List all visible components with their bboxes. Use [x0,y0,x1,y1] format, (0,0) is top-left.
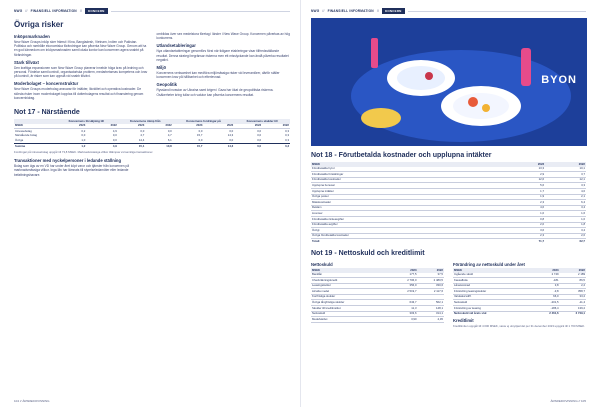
note-17-title: Not 17 - Närstående [14,109,80,117]
note-17-table: Koncernens försäljning till Koncernens inköp från Koncernens fordringar på Koncernens skulder till MSEK 2023 2022 2023 2022 2023 2022 2023 2022 Intressebolag 0,2 4,9 0,0 0,0 0,0 0,0 0,0 0,3 Närstående bolag 0,0 0,0 4,7 4,7 15,7 14,3 0,0 0,3 Övriga 1,0 0,0 14,4 6,1 0,0 0,0 0,0 0,3 Summa 1,2 4,9 15,1 10,8 15,7 14,3 0,0 0,3 [15,118,289,148]
note-17-footnote: Fordringar på intressebolag uppgår till 73,8 MSEK. Marknadsmässiga villkor tillämpas vid samtliga transaktioner. [14,149,154,154]
table-row: Nettoskuld 303,6 314,1 [312,311,443,316]
text-column-1: Inköpsmarknaden New Wave Groups inköp sker främst i Kina, Bangladesh, Vietnam, Indien och Pakistan. Politiska och ramhålle ekonomiska förändringar kan påverka New Wave Group. Genom att ha en god kännedom om inköpsmarknaden samt lokala kontor kan koncernen agera snabbt på förändringar. Stark tillväxt Den kraftiga expansionen som New Wave Group planerar innebär höga krav på ledning och personal. Fördelar samt kontroll, organisatoriska problem, medarbetarnas kompetens och krav på kontroll, är risker som kan uppstå vid snabb tillväxt. Moderbolaget – koncernstruktur New Wave Groups moderbolag ansvarar för intäkter, likviditet och operativa kostnader. De största risker inom moderbolaget kopplas till dotterbolagens resultat och finansiering genom koncernbidrag. [14,34,148,100]
note-18-title: Not 18 - Förutbetalda kostnader och upplupna intäkter [311,152,492,159]
table-row: Förutbetalda hyror 13,3 10,1 [312,166,585,171]
table-row: Mässkostnader 2,3 6,4 [312,199,585,204]
table-row: Reklam 4,6 3,4 [312,205,585,210]
table-row: Likvida medel 2 519,7 2 117,6 [312,288,443,293]
table-row: Förutbetalda försäkringar 2,9 3,7 [312,171,585,176]
net-debt-change-table: MSEK 2023 2022 Ingående skuld 2 749 2 189 Kassaflöde -181 86,5 Lånekostnad 3,8 2,2 Förändring leasingskulder -3,8 358,7 Valutakursdiff. 66,0 33,4 Nettoskuld -201,5 -11,4 Förändring av leasing -186,4 139,2 Nettoskuld vid årets slut 2 461,6 2 749,1 [454,267,585,316]
brand-logo: BYON [541,74,577,86]
text-column-2: ombildas över sex medelstora företag i länder i New Wave Group. Koncernen påverkas av hög konkurrens. Utlandsetableringar Nya utlandsetableringar genomförs först när tidigare etableringar visar tillfredsställande resultat. Denna strategi begränsar riskerna men ett misslyckande kan ändå påverka resultatet negativt. Miljö Koncernens verksamhet kan medföra miljömässiga risker vid leverantörer, därför ställer koncernen krav på hållbarhet och efterlevnad. Geopolitik Ryssland invasion av Ukraina samt krigen i Gaza har ökat de geopolitiska riskerna. Osäkerheter kring tullar och valutor kan påverka koncernens resultat. [156,32,290,97]
table-row: Förutbetalda avgifter 2,0 1,8 [312,222,585,227]
table-row: Övriga 1,0 0,0 14,4 6,1 0,0 0,0 0,0 0,3 [15,138,289,142]
left-header: NWG // FINANSIELL INFORMATION // KONCERN [14,8,290,14]
table-row: Intressebolag 0,2 4,9 0,0 0,0 0,0 0,0 0,0 0,3 [15,128,289,133]
brand: NWG [14,9,23,13]
table-row: Förutbetalda ränteavgifter 0,8 1,0 [312,216,585,221]
net-debt-table: MSEK 2023 2022 Banklån 177,5 37,5 Checkräkningskredit 2 706,0 2 480,5 Leasingskulder 356,0 330,6 Likvida medel 2 519,7 2 117,6 Kortfristiga skulder Övriga långfristiga skulder 643,7 562,1 Skulder till kreditinstitut 11,3 148,1 Nettoskuld 303,6 314,1 Medelvärdet 3,90 4,45 [312,267,443,321]
table-row: Banklån 177,5 37,5 [312,272,443,277]
transactions-section: Transaktioner med nyckelpersoner i ledande ställning Bolag som ägs av en VD har under året köpt varor och tjänster från koncernen på marknadsmässiga villkor. Inga lån har lämnats till styrelseledamöter eller ledande befattningshavare. [14,158,129,177]
table-row: Upplupna bonusar 5,6 3,3 [312,182,585,187]
text-columns [14,32,290,103]
page-footer-left: 104 // ÅRSREDOVISNING [14,399,50,403]
section-chip: KONCERN [85,8,108,14]
table-row: Övriga långfristiga skulder 643,7 562,1 [312,300,443,305]
right-page [300,0,600,407]
note-18-table: MSEK 2023 2022 Förutbetalda hyror 13,3 10,1 Förutbetalda försäkringar 2,9 3,7 Förutbetalda kostnader 12,6 12,1 Upplupna bonusar 5,6 3,3 Upplupna intäkter 1,7 4,0 Övriga poster 1,9 2,1 Mässkostnader 2,3 6,4 Reklam 4,6 3,4 Licenser 1,0 1,6 Förutbetalda ränteavgifter 0,8 1,0 Förutbetalda avgifter 2,0 1,8 Övrigt 3,6 3,4 Övriga förutbetalda kostnader 2,3 2,0 Totalt 71,7 62,7 [312,161,585,243]
table-row: Förändring leasingskulder -3,8 358,7 [454,288,585,293]
table-row: Licenser 1,0 1,6 [312,210,585,215]
table-row: Övrigt 3,6 3,4 [312,227,585,232]
section-name: FINANSIELL INFORMATION [30,9,77,13]
table-row: Nettoskuld -201,5 -11,4 [454,300,585,305]
table-row: Upplupna intäkter 1,7 4,0 [312,188,585,193]
table-row: Medelvärdet 3,90 4,45 [312,316,443,321]
table-row: Förutbetalda kostnader 12,6 12,1 [312,177,585,182]
note-19-columns: Nettoskuld MSEK 2023 2022 Banklån 177,5 37,5 Checkräkningskredit 2 706,0 2 480,5 Leasingskulder 356,0 330,6 Likvida medel 2 519,7 2 117,6 Kortfristiga skulder Övriga långfristiga skulder 643,7 562,1 Skulder till kreditinstitut 11,3 148,1 Nettoskuld 303,6 314,1 Medelvärdet 3,90 4,45 Förändring av nettoskuld under året MSEK 2023 2022 Ingående skuld 2 749 2 189 Kassaflöde -181 86,5 Lånekostnad 3,8 2,2 Förändring leasingskulder -3,8 358,7 Valutakursdiff. 66,0 33,4 Nettoskuld -201,5 -11,4 Förändring av leasing -186,4 139,2 Nettoskuld vid årets slut 2 461,6 2 749,1 Kreditlimit Kreditlimiten uppgår till 4 000 MSEK, varav ej utnyttjad del per 31 december 2023 uppgick till 1 700 MSEK. [311,261,585,329]
note-19-title: Not 19 - Nettoskuld och kreditlimit [311,249,425,257]
table-row: Övriga förutbetalda kostnader 2,3 2,0 [312,233,585,238]
page-footer-right: ÅRSREDOVISNING // 105 [550,399,586,403]
table-row: Summa 1,2 4,9 15,1 10,8 15,7 14,3 0,0 0,3 [15,143,289,148]
table-row: Kassaflöde -181 86,5 [454,277,585,282]
table-row: Kortfristiga skulder [311,294,444,300]
table-row: Checkräkningskredit 2 706,0 2 480,5 [312,277,443,282]
table-row: Övriga poster 1,9 2,1 [312,194,585,199]
table-row: Ingående skuld 2 749 2 189 [454,272,585,277]
table-row: Valutakursdiff. 66,0 33,4 [454,294,585,299]
product-photo [311,18,587,146]
table-row: Skulder till kreditinstitut 11,3 148,1 [312,305,443,310]
table-row: Leasingskulder 356,0 330,6 [312,283,443,288]
table-row: Lånekostnad 3,8 2,2 [454,283,585,288]
table-row: Närstående bolag 0,0 0,0 4,7 4,7 15,7 14,3 0,0 0,3 [15,133,289,138]
page-title: Övriga risker [14,20,64,29]
right-header: NWG // FINANSIELL INFORMATION // KONCERN [311,8,586,14]
table-row: Förändring av leasing -186,4 139,2 [454,305,585,310]
